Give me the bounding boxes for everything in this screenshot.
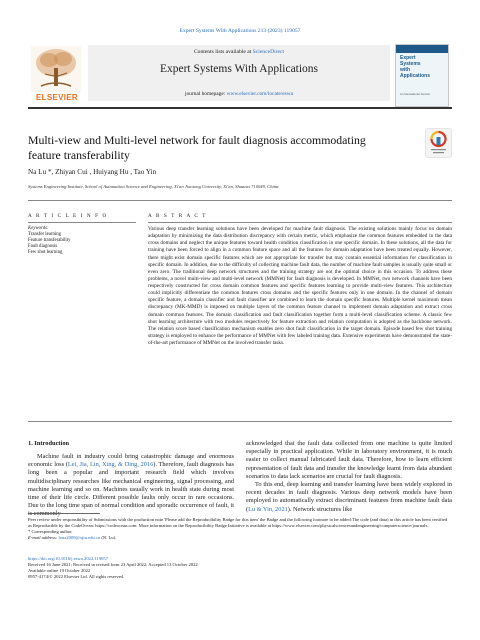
header-rule: [28, 107, 452, 109]
intro-text: To this end, deep learning and transfer learning have been widely explored in recent decades in fault diagnosis. Various deep network models have been employed to automatically extract discriminant features from machine fault data (: [246, 481, 452, 513]
check-for-updates-icon[interactable]: [425, 128, 452, 158]
footnote-rule: [28, 513, 100, 514]
footnote-corresponding: * Corresponding author.: [28, 529, 73, 534]
email-suffix: (N. Lu).: [100, 535, 117, 540]
contents-prefix: Contents lists available at: [193, 49, 253, 55]
doi-link[interactable]: https://doi.org/10.1016/j.eswa.2022.119057: [28, 556, 109, 561]
footnotes: [28, 517, 452, 541]
article-info-heading: A R T I C L E I N F O: [28, 213, 108, 219]
intro-paragraph: [28, 453, 234, 519]
citation-link[interactable]: Lei, Jia, Lin, Xing, & Ding, 2016: [67, 461, 154, 469]
article-info-rule: [28, 222, 136, 223]
elsevier-tree-logo-icon: [31, 46, 81, 92]
cover-subtitle: An International Journal: [400, 92, 430, 96]
intro-text: Machine fault in industry could bring catastrophic damage and enormous economic loss (: [28, 453, 234, 469]
abstract-body: Various deep transfer learning solutions have been developed for machine fault diagnosis. The existing solutions mainly focus on domain adaptation by minimizing the data distribution discrepancy with certain metric, which emphasize the common features embedded in the data cross domains and neglect the unique features toward health condition classification in one specific domain. In these solutions, all the data for training have been forced to align in a common feature space and all the features for domain adaptation have been treated equally. However, there might exist domain specific features which are not appropriate for transfer but may contain essential information for classification in specific domain. In addition, due to the difficulty of collecting machine fault data, the number of machine fault samples is usually quite small or even zero. The traditional deep network structures and the training strategy are not the optimal choice in this occasion. To address these problems, a novel multi-view and multi-level network (MMNet) for fault diagnosis is developed. In MMNet, two network channels have been respectively constructed for cross domain common features and specific features learning to provide multi-view features. This architecture could implicitly differentiate the common features cross domains and the specific features only in one domain. In the channel of domain specific feature, a domain classifier and fault classifier are combined to learn the domain specific features. Multiple kernel maximum mean discrepancy (MK-MMD) is imposed on multiple layers of the common feature channel to implement domain adaptation and extract cross domain common features. The domain classification and fault classification together form a multi-level classification scheme. A classic few shot learning architecture with two modules respectively for feature extraction and relation computation is adopted as the backbone network. The relation score based classification mechanism enables zero shot fault classification in the target domain. Episode based few shot training strategy is employed to enhance the performance of MMNet with few labeled training data. Extensive experiments have demonstrated the state-of-the-art performance of MMNet on the involved transfer tasks.: [148, 226, 452, 346]
footnote-peer-review: Peer review under responsibility of Submissions with the production note 'Please add the Reproducibility Badge for this item' the Badge and the following footnote to be added:The code (and data) in this article has been certified as Reproducible by the CodeOcean: https://codeocean.com. More information on the Reproducibility Badge Initiative is available at https://www.elsevier.com/physicalsciencesandengineering/computerscience/journals..: [28, 517, 448, 528]
email-link[interactable]: lvna2009@xjtu.edu.cn: [58, 535, 101, 540]
citation-link[interactable]: Lu & Yin, 2021: [248, 505, 288, 513]
publisher-wordmark: ELSEVIER: [36, 93, 78, 102]
homepage-prefix: journal homepage:: [184, 91, 227, 97]
introduction-heading: 1. Introduction: [28, 440, 70, 447]
journal-homepage-link[interactable]: www.elsevier.com/locate/eswa: [226, 91, 294, 97]
publication-info: [28, 556, 198, 580]
homepage-line: [88, 91, 390, 97]
keyword-item: Fault diagnosis: [28, 244, 58, 249]
keyword-item: Feature transferability: [28, 238, 71, 243]
sciencedirect-link[interactable]: ScienceDirect: [252, 49, 285, 55]
intro-paragraph: [246, 481, 452, 514]
intro-left-column: [28, 453, 234, 519]
affiliation: Systems Engineering Institute, School of Automation Science and Engineering, Xi'an Jiaotong University, Xi'an, Shaanxi 710049, China: [28, 184, 279, 189]
email-label: E-mail address:: [28, 535, 59, 540]
cover-title: Expert Systems with Applications: [400, 55, 431, 79]
journal-reference[interactable]: Expert Systems With Applications 213 (2023) 119057: [179, 28, 301, 34]
abstract-rule: [148, 222, 452, 223]
intro-text: ). Network structures like: [287, 505, 353, 513]
abstract-heading: A B S T R A C T: [148, 213, 208, 219]
keywords-label: Keywords:: [28, 226, 49, 231]
footnote-email: [28, 535, 452, 541]
intro-text: ). Therefore, fault diagnosis has long been a popular and important research field which involves multidisciplinary researches like mechanical engineering, signal processing, and machine learning and so on. Machines usually work in health state during most time of their life circle. Different possible faults only occur in rare occasions. Due to the long time span of normal condition and sporadic occurrence of fault, it is commonly: [28, 461, 234, 518]
received-dates: Received 16 June 2021; Received in revised form 23 April 2022; Accepted 13 October 2022: [28, 562, 198, 567]
abstract-end-rule: [28, 421, 452, 422]
journal-title: Expert Systems With Applications: [159, 63, 319, 75]
keyword-item: Few shot learning: [28, 250, 63, 255]
intro-right-column: [246, 440, 452, 514]
keyword-item: Transfer learning: [28, 232, 61, 237]
cover-band: [396, 45, 448, 53]
available-online: Available online 19 October 2022: [28, 568, 91, 573]
issn-copyright: 0957-4174/© 2022 Elsevier Ltd. All rights reserved.: [28, 574, 125, 579]
intro-paragraph: acknowledged that the fault data collected from one machine is quite limited especially in practical application. While in laboratory environment, it is much easier to collect manual fabricated fault data. Therefore, how to learn efficient representation of fault data and transfer the knowledge learnt from data abundant scenarios to data lack scenarios are crucial for fault diagnosis.: [246, 440, 452, 480]
journal-cover-thumbnail: [395, 44, 449, 107]
paper-title: Multi-view and Multi-level network for fault diagnosis accommodating feature transferability: [28, 133, 366, 162]
section-rule: [28, 200, 452, 201]
contents-line: [88, 49, 390, 55]
author-list: Na Lu *, Zhiyan Cui , Huiyang Hu , Tao Yin: [28, 168, 157, 176]
